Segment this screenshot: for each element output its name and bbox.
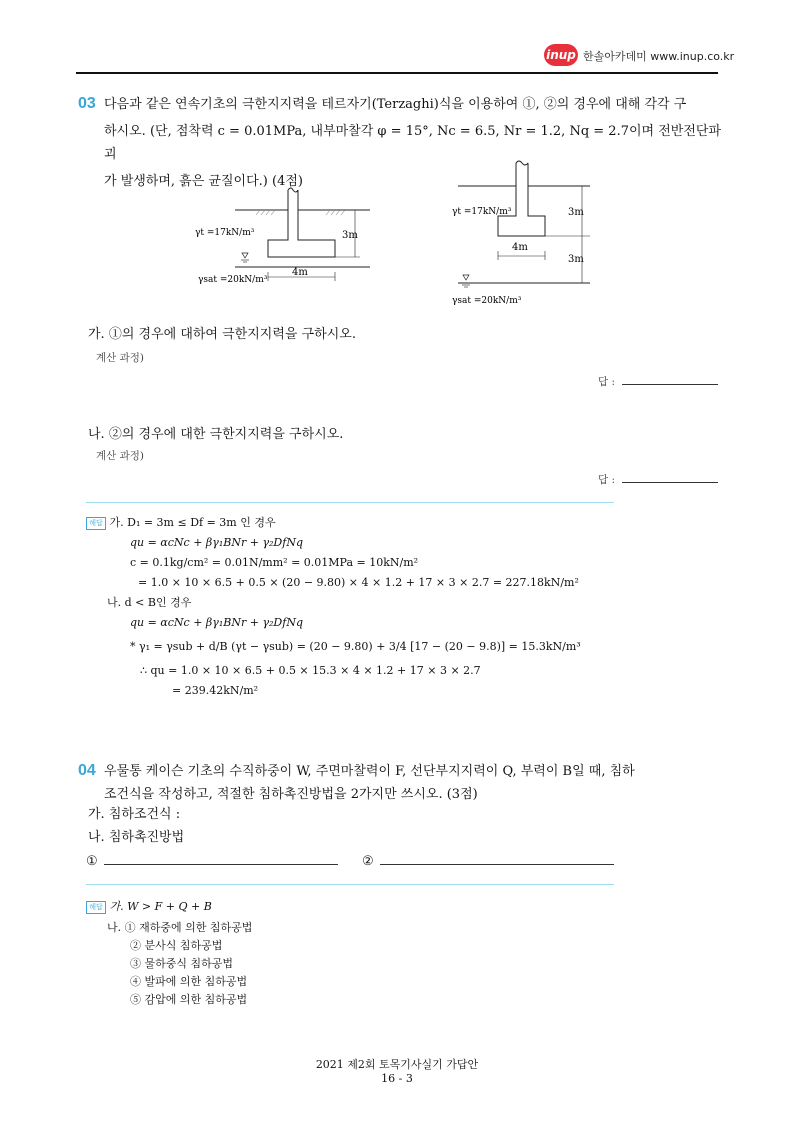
q04-part-a: 가. 침하조건식 : (88, 807, 181, 822)
q04-line1: 우물통 케이슨 기초의 수직하중이 W, 주면마찰력이 F, 선단부지지력이 Q, 부력이 B일 때, 침하 (104, 764, 635, 779)
foundation-figure-1 (190, 185, 380, 290)
q04-blank1-field[interactable] (104, 864, 338, 865)
solution-04 (86, 897, 686, 1009)
sol03-b3: ∴ qu = 1.0 × 10 × 6.5 + 0.5 × 15.3 × 4 × 1.2 + 17 × 3 × 2.7 (140, 664, 481, 677)
page-number: 16 - 3 (381, 1072, 413, 1085)
q03-answer-field-b[interactable] (622, 482, 718, 483)
q04-line2: 조건식을 작성하고, 적절한 침하촉진방법을 2가지만 쓰시오. (3점) (104, 787, 478, 802)
question-03-text (104, 93, 724, 193)
q03-answer-label-a: 답 : (598, 376, 616, 388)
sol04-item: 나. ① 재하중에 의한 침하공법 (107, 921, 253, 934)
sol03-a3: = 1.0 × 10 × 6.5 + 0.5 × (20 − 9.80) × 4 × 1.2 + 17 × 3 × 2.7 = 227.18kN/m² (138, 576, 579, 589)
sol03-b1: qu = αcNc + βγ₁BNr + γ₂DfNq (130, 616, 303, 629)
q04-part-b: 나. 침하촉진방법 (88, 830, 185, 845)
sol04-item: ③ 물하중식 침하공법 (130, 957, 234, 970)
solution-divider-03 (86, 502, 614, 503)
foundation-figure-2 (450, 158, 595, 308)
footer-title: 2021 제2회 토목기사실기 가답안 (315, 1058, 479, 1071)
fig2-gamma-t: γt =17kN/m³ (452, 207, 512, 217)
q04-blank2-field[interactable] (380, 864, 614, 865)
solution-badge: 해답 (86, 901, 106, 914)
sol03-a1: qu = αcNc + βγ₁BNr + γ₂DfNq (130, 536, 303, 549)
fig2-depth1: 3m (568, 207, 584, 218)
sol04-a: 가. W > F + Q + B (109, 900, 212, 913)
fig1-depth: 3m (342, 230, 358, 241)
q04-blank2-label: ② (362, 854, 374, 869)
fig2-depth2: 3m (568, 254, 584, 265)
q03-line1: 다음과 같은 연속기초의 극한지지력을 테르자기(Terzaghi)식을 이용하여 ①, ②의 경우에 대해 각각 구 (104, 97, 687, 112)
question-number-04: 04 (78, 762, 96, 779)
sol03-a2: c = 0.1kg/cm² = 0.01N/mm² = 0.01MPa = 10kN/m² (130, 556, 419, 569)
q03-line2: 하시오. (단, 점착력 c = 0.01MPa, 내부마찰각 φ = 15°, Nc = 6.5, Nr = 1.2, Nq = 2.7이며 전반전단파괴 (104, 124, 722, 162)
fig1-gamma-sat: γsat =20kN/m³ (198, 275, 268, 285)
header-rule (76, 72, 718, 74)
solution-badge: 해답 (86, 517, 106, 530)
q03-answer-field-a[interactable] (622, 384, 718, 385)
sol03-b2: * γ₁ = γsub + d/B (γt − γsub) = (20 − 9.80) + 3/4 [17 − (20 − 9.8)] = 15.3kN/m³ (130, 640, 581, 653)
fig1-gamma-t: γt =17kN/m³ (195, 228, 255, 238)
solution-03 (86, 513, 706, 701)
fig1-width: 4m (292, 267, 308, 278)
sol03-b4: = 239.42kN/m² (172, 684, 259, 697)
q03-part-b: 나. ②의 경우에 대한 극한지지력을 구하시오. (88, 427, 344, 442)
q03-answer-label-b: 답 : (598, 474, 616, 486)
brand-logo: inup (544, 44, 578, 66)
q03-part-a: 가. ①의 경우에 대하여 극한지지력을 구하시오. (88, 327, 356, 342)
question-number-03: 03 (78, 95, 96, 112)
q04-blank1-label: ① (86, 854, 98, 869)
question-04-text (104, 760, 724, 806)
brand-text: 한솔아카데미 www.inup.co.kr (583, 50, 735, 63)
sol03-b-title: 나. d < B인 경우 (107, 596, 192, 609)
q03-calc-label-b: 계산 과정) (96, 450, 145, 462)
solution-divider-04 (86, 884, 614, 885)
q03-line3: 가 발생하며, 흙은 균질이다.) (4점) (104, 174, 303, 189)
q03-calc-label-a: 계산 과정) (96, 352, 145, 364)
fig2-gamma-sat: γsat =20kN/m³ (452, 296, 522, 306)
sol03-a-title: 가. D₁ = 3m ≤ Df = 3m 인 경우 (109, 516, 276, 529)
fig2-width: 4m (512, 242, 528, 253)
sol04-item: ② 분사식 침하공법 (130, 939, 223, 952)
sol04-item: ④ 발파에 의한 침하공법 (130, 975, 248, 988)
sol04-item: ⑤ 감압에 의한 침하공법 (130, 993, 248, 1006)
